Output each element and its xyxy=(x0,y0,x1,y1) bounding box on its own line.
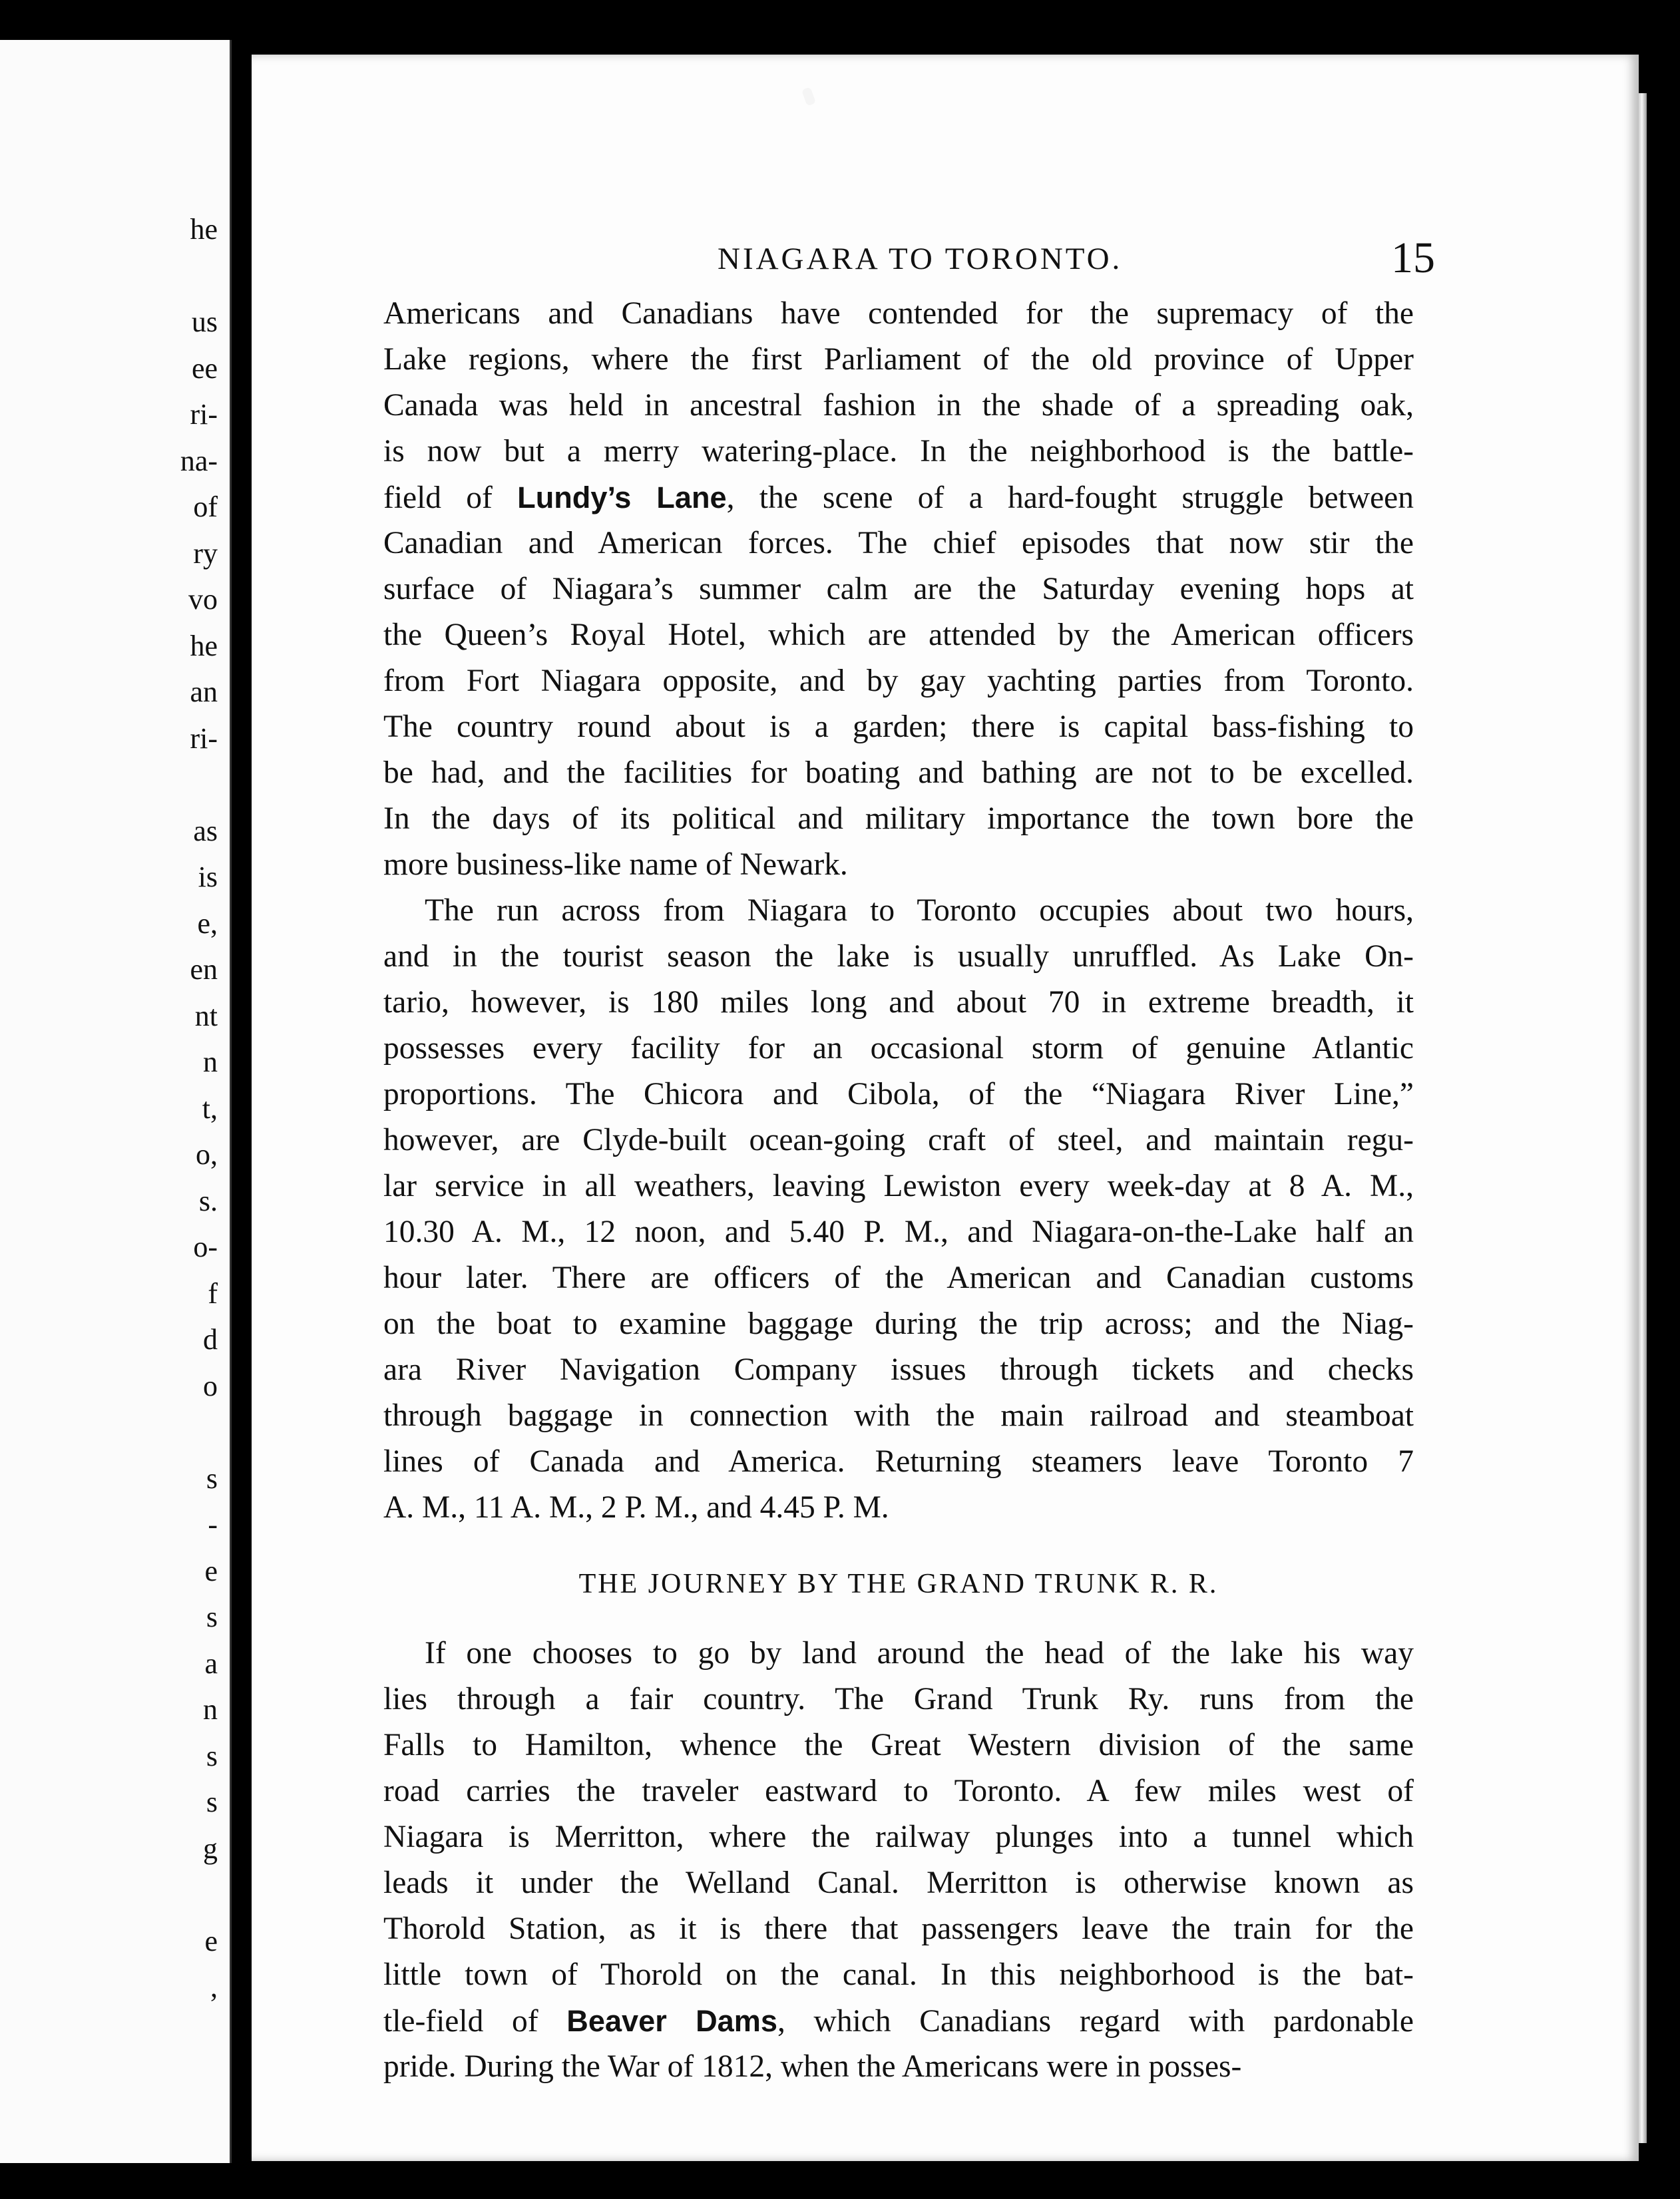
text-line: Lake regions, where the first Parliament of the old province of Upper xyxy=(383,342,1414,377)
margin-fragment: nt xyxy=(194,999,218,1032)
text-line: Canada was held in ancestral fashion in the shade of a spreading oak, xyxy=(383,388,1414,423)
margin-fragment: ry xyxy=(193,536,218,570)
text-run: , the scene of a hard-fought struggle between xyxy=(726,481,1414,515)
text-line: ara River Navigation Company issues through tickets and checks xyxy=(383,1352,1414,1387)
text-line: Falls to Hamilton, whence the Great Western division of the same xyxy=(383,1728,1414,1762)
bold-place-name: Beaver Dams xyxy=(566,2004,777,2038)
text-line: The country round about is a garden; there is capital bass-fishing to xyxy=(383,709,1414,744)
text-line xyxy=(383,1998,1414,2044)
margin-fragment: s xyxy=(206,1462,218,1495)
body-text xyxy=(383,291,1414,2090)
text-line: 10.30 A. M., 12 noon, and 5.40 P. M., and Niagara-on-the-Lake half an xyxy=(383,1215,1414,1249)
text-line: The run across from Niagara to Toronto occupies about two hours, xyxy=(425,893,1414,928)
margin-fragment: , xyxy=(210,1971,218,2003)
margin-fragment: e, xyxy=(197,906,218,940)
margin-fragment: a xyxy=(204,1647,218,1680)
margin-fragment: n xyxy=(203,1693,218,1726)
margin-fragment: ri- xyxy=(190,721,218,755)
text-line: In the days of its political and military importance the town bore the xyxy=(383,801,1414,836)
margin-fragment xyxy=(151,1409,218,1456)
margin-fragment: an xyxy=(190,676,218,708)
text-line: Thorold Station, as it is there that passengers leave the train for the xyxy=(383,1911,1414,1946)
text-line: If one chooses to go by land around the head of the lake his way xyxy=(425,1636,1414,1671)
margin-fragment: s. xyxy=(198,1184,218,1217)
margin-fragment: ee xyxy=(191,351,218,385)
text-line: possesses every facility for an occasional storm of genuine Atlantic xyxy=(383,1031,1414,1066)
running-header xyxy=(252,236,1639,282)
margin-fragment: us xyxy=(191,305,218,338)
margin-fragment: f xyxy=(208,1277,218,1310)
text-run: , which Canadians regard with pardonable xyxy=(777,2004,1414,2039)
margin-fragment: as xyxy=(193,814,218,847)
margin-fragment xyxy=(151,1872,218,1918)
text-line: Canadian and American forces. The chief episodes that now stir the xyxy=(383,526,1414,560)
margin-fragment xyxy=(151,253,218,300)
margin-fragment: ri- xyxy=(190,398,218,431)
text-line: leads it under the Welland Canal. Merritton is otherwise known as xyxy=(383,1866,1414,1900)
page-number: 15 xyxy=(1391,234,1435,282)
text-line: from Fort Niagara opposite, and by gay yachting parties from Toronto. xyxy=(383,664,1414,698)
bold-place-name: Lundy’s Lane xyxy=(517,481,727,514)
text-line: the Queen’s Royal Hotel, which are attended by the American officers xyxy=(383,618,1414,652)
text-line: lines of Canada and America. Returning steamers leave Toronto 7 xyxy=(383,1444,1414,1479)
text-line: little town of Thorold on the canal. In this neighborhood is the bat- xyxy=(383,1957,1414,1992)
margin-fragment: is xyxy=(198,861,218,893)
margin-fragment: o- xyxy=(193,1231,218,1263)
text-line: hour later. There are officers of the American and Canadian customs xyxy=(383,1261,1414,1295)
margin-fragment: of xyxy=(193,491,218,523)
margin-fragment: t, xyxy=(202,1092,218,1125)
margin-fragment: d xyxy=(203,1323,218,1356)
running-title: NIAGARA TO TORONTO. xyxy=(718,242,1123,276)
text-run: tle-field of xyxy=(383,2004,567,2039)
text-line: however, are Clyde-built ocean-going craft of steel, and maintain regu- xyxy=(383,1123,1414,1157)
margin-fragment: g xyxy=(203,1832,218,1865)
text-line: on the boat to examine baggage during the trip across; and the Niag- xyxy=(383,1306,1414,1341)
text-run: field of xyxy=(383,481,518,515)
text-line: tario, however, is 180 miles long and about 70 in extreme breadth, it xyxy=(383,985,1414,1020)
facing-page-margin-text xyxy=(151,206,218,2011)
margin-fragment: s xyxy=(206,1786,218,1818)
text-line: pride. During the War of 1812, when the Americans were in posses- xyxy=(383,2049,1242,2084)
ink-speck xyxy=(801,87,816,106)
margin-fragment: en xyxy=(190,953,218,986)
text-line: through baggage in connection with the main railroad and steamboat xyxy=(383,1398,1414,1433)
text-line: Niagara is Merritton, where the railway plunges into a tunnel which xyxy=(383,1820,1414,1854)
text-line: proportions. The Chicora and Cibola, of the “Niagara River Line,” xyxy=(383,1077,1414,1111)
margin-fragment: n xyxy=(203,1046,218,1078)
facing-page-left xyxy=(0,40,232,2163)
margin-fragment: s xyxy=(206,1601,218,1633)
margin-fragment: e xyxy=(204,1924,218,1957)
text-line xyxy=(383,475,1414,520)
margin-fragment: na- xyxy=(180,444,218,477)
margin-fragment: o xyxy=(203,1369,218,1402)
text-line: Americans and Canadians have contended for the supremacy of the xyxy=(383,296,1414,331)
margin-fragment: he xyxy=(190,629,218,662)
margin-fragment: e xyxy=(204,1554,218,1587)
margin-fragment: o, xyxy=(196,1138,218,1171)
margin-fragment: s xyxy=(206,1739,218,1772)
text-line: lar service in all weathers, leaving Lewiston every week-day at 8 A. M., xyxy=(383,1169,1414,1203)
text-line: be had, and the facilities for boating and bathing are not to be excelled. xyxy=(383,755,1414,790)
text-line: surface of Niagara’s summer calm are the Saturday evening hops at xyxy=(383,572,1414,606)
margin-fragment: vo xyxy=(188,583,218,616)
text-line: road carries the traveler eastward to Toronto. A few miles west of xyxy=(383,1774,1414,1808)
section-heading: THE JOURNEY BY THE GRAND TRUNK R. R. xyxy=(578,1569,1219,1599)
text-line: A. M., 11 A. M., 2 P. M., and 4.45 P. M. xyxy=(383,1490,889,1525)
text-line: and in the tourist season the lake is usually unruffled. As Lake On- xyxy=(383,939,1414,974)
margin-fragment: he xyxy=(190,213,218,246)
margin-fragment: - xyxy=(208,1508,218,1541)
text-line: more business-like name of Newark. xyxy=(383,847,848,882)
text-line: lies through a fair country. The Grand Trunk Ry. runs from the xyxy=(383,1682,1414,1716)
text-line: is now but a merry watering-place. In the neighborhood is the battle- xyxy=(383,434,1414,469)
margin-fragment xyxy=(151,761,218,808)
page-edge xyxy=(1639,93,1647,2143)
book-page xyxy=(252,55,1639,2161)
